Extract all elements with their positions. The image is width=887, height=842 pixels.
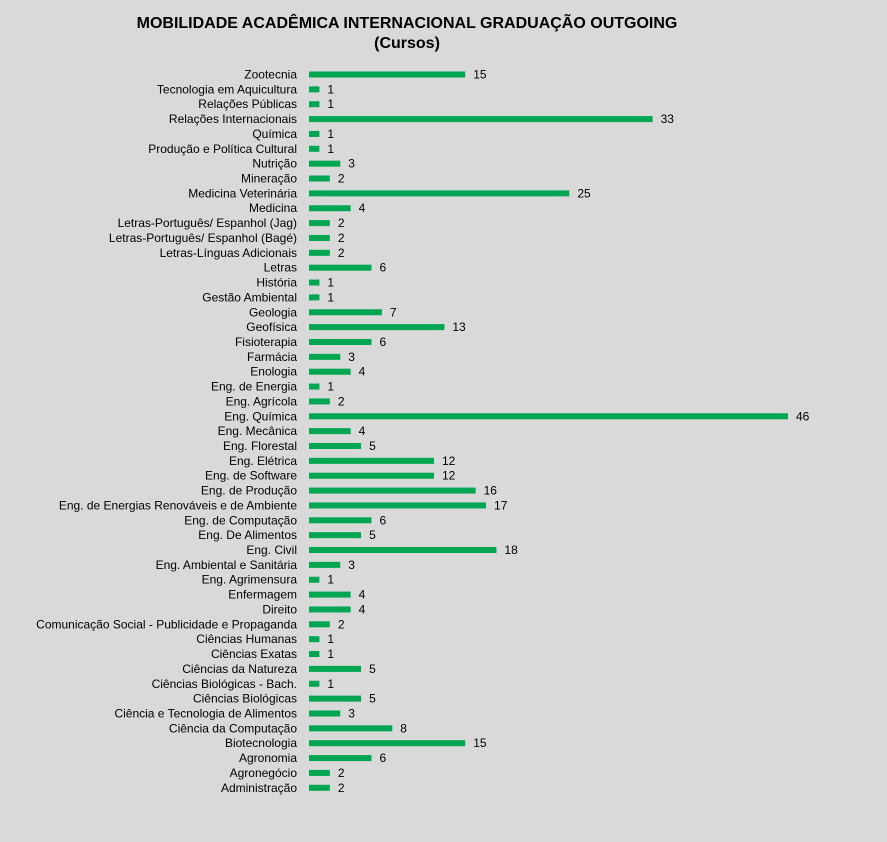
value-label: 2: [337, 230, 345, 245]
value-label: 7: [389, 305, 397, 320]
category-label: Eng. Civil: [246, 543, 297, 558]
value-label: 4: [358, 587, 366, 602]
category-label: Eng. Agrimensura: [201, 572, 297, 587]
category-label: Ciências Biológicas: [192, 691, 297, 706]
category-label: Letras-Línguas Adicionais: [159, 245, 297, 260]
bar: [309, 592, 351, 598]
bar: [309, 250, 330, 256]
bar: [309, 502, 486, 508]
category-label: Letras-Português/ Espanhol (Bagé): [108, 230, 297, 245]
bar: [309, 458, 434, 464]
category-label: Ciência e Tecnologia de Alimentos: [114, 706, 297, 721]
category-label: Eng. Mecânica: [217, 424, 297, 439]
value-label: 6: [379, 751, 387, 766]
value-label: 13: [452, 320, 466, 335]
category-label: Produção e Política Cultural: [148, 141, 297, 156]
value-label: 18: [504, 543, 518, 558]
bar: [309, 621, 330, 627]
category-label: Zootecnia: [244, 67, 297, 82]
bar: [309, 86, 319, 92]
bar: [309, 532, 361, 538]
bar: [309, 488, 476, 494]
value-label: 17: [494, 498, 508, 513]
bar: [309, 547, 496, 553]
bar: [309, 369, 351, 375]
category-label: Eng. Florestal: [222, 439, 297, 453]
value-label: 1: [327, 97, 335, 112]
bar: [309, 190, 569, 196]
bar: [309, 517, 371, 523]
category-label: Ciência da Computação: [168, 721, 297, 736]
category-label: Gestão Ambiental: [202, 290, 297, 305]
value-label: 3: [348, 706, 355, 721]
value-label: 16: [483, 483, 497, 498]
value-label: 2: [337, 245, 345, 260]
value-label: 3: [348, 349, 355, 364]
bar: [309, 398, 330, 404]
bar: [309, 770, 330, 776]
bar: [309, 473, 434, 479]
bar: [309, 294, 319, 300]
category-label: Biotecnologia: [224, 736, 297, 751]
bar: [309, 131, 319, 137]
value-label: 4: [358, 602, 366, 617]
value-label: 1: [327, 141, 335, 156]
value-label: 5: [369, 439, 376, 453]
value-label: 33: [660, 112, 674, 127]
value-label: 1: [327, 572, 335, 587]
category-label: Eng. de Computação: [184, 513, 297, 528]
value-label: 2: [337, 765, 345, 780]
value-label: 2: [337, 216, 345, 231]
value-label: 1: [327, 632, 335, 647]
value-label: 6: [379, 334, 387, 349]
category-label: Eng. Agrícola: [225, 394, 297, 409]
bar: [309, 443, 361, 449]
bar: [309, 220, 330, 226]
bar: [309, 681, 319, 687]
value-label: 12: [441, 453, 456, 468]
bar: [309, 384, 319, 390]
value-label: 6: [379, 513, 387, 528]
bar: [309, 710, 340, 716]
value-label: 15: [473, 736, 487, 751]
bar: [309, 116, 653, 122]
value-label: 15: [473, 67, 487, 82]
category-label: Ciências Humanas: [196, 632, 297, 647]
category-label: Eng. de Energia: [210, 379, 297, 394]
value-label: 8: [400, 721, 407, 736]
bar: [309, 606, 351, 612]
bar: [309, 205, 351, 211]
category-label: Comunicação Social - Publicidade e Propaganda: [36, 617, 297, 632]
value-label: 1: [327, 379, 335, 394]
value-label: 2: [337, 394, 345, 409]
value-label: 5: [369, 661, 376, 676]
bar: [309, 354, 340, 360]
bars-group: [36, 68, 810, 795]
bar: [309, 280, 319, 286]
category-label: Enfermagem: [228, 587, 297, 602]
value-label: 4: [358, 424, 366, 439]
category-label: Eng. Química: [224, 409, 297, 424]
bar: [309, 636, 319, 642]
value-label: 1: [327, 126, 335, 141]
bar: [309, 651, 319, 657]
category-label: Administração: [220, 780, 297, 795]
category-label: Ciências Exatas: [210, 647, 297, 662]
bar: [309, 755, 371, 761]
category-label: Fisioterapia: [234, 334, 297, 349]
bar: [309, 235, 330, 241]
category-label: Ciências da Natureza: [182, 661, 297, 676]
category-label: Mineração: [240, 171, 297, 186]
category-label: Eng. de Produção: [200, 483, 297, 498]
bar: [309, 101, 319, 107]
value-label: 25: [577, 186, 591, 201]
bar: [309, 562, 340, 568]
bar: [309, 309, 382, 315]
category-label: Relações Internacionais: [168, 112, 297, 127]
bar: [309, 725, 392, 731]
bar: [309, 176, 330, 182]
bar: [309, 577, 319, 583]
value-label: 1: [327, 275, 335, 290]
bar: [309, 696, 361, 702]
value-label: 1: [327, 647, 335, 662]
bar: [309, 785, 330, 791]
bar: [309, 666, 361, 672]
category-label: Geologia: [248, 305, 297, 320]
category-label: Eng. de Energias Renováveis e de Ambiente: [58, 498, 297, 513]
bar: [309, 72, 465, 78]
value-label: 2: [337, 171, 345, 186]
bar: [309, 265, 371, 271]
value-label: 4: [358, 364, 366, 379]
value-label: 2: [337, 617, 345, 632]
category-label: Medicina: [248, 201, 297, 216]
value-label: 12: [441, 468, 456, 483]
category-label: Ciências Biológicas - Bach.: [151, 676, 297, 691]
bar: [309, 146, 319, 152]
value-label: 4: [358, 201, 366, 216]
value-label: 46: [796, 409, 810, 424]
bar: [309, 339, 371, 345]
bar: [309, 324, 444, 330]
value-label: 1: [327, 82, 335, 97]
category-label: Medicina Veterinária: [188, 186, 297, 201]
category-label: Eng. de Software: [204, 468, 297, 483]
category-label: Agronomia: [238, 751, 297, 766]
category-label: Eng. Elétrica: [228, 453, 297, 468]
category-label: Agronegócio: [229, 765, 297, 780]
bar: [309, 428, 351, 434]
category-label: Geofísica: [246, 320, 297, 335]
category-label: Eng. Ambiental e Sanitária: [155, 557, 297, 572]
category-label: Letras: [263, 260, 297, 275]
category-label: Farmácia: [246, 349, 297, 364]
category-label: Relações Públicas: [198, 97, 297, 112]
chart-title: MOBILIDADE ACADÊMICA INTERNACIONAL GRADUAÇÃO OUTGOING: [136, 15, 678, 32]
value-label: 5: [369, 691, 376, 706]
category-label: Nutrição: [252, 156, 297, 171]
value-label: 3: [348, 156, 355, 171]
value-label: 5: [369, 528, 376, 543]
value-label: 1: [327, 290, 335, 305]
bar: [309, 413, 788, 419]
bar: [309, 161, 340, 167]
value-label: 6: [379, 260, 387, 275]
category-label: Eng. De Alimentos: [198, 528, 297, 543]
category-label: Letras-Português/ Espanhol (Jag): [117, 216, 297, 231]
category-label: Direito: [262, 602, 297, 617]
category-label: Química: [252, 126, 297, 141]
bar: [309, 740, 465, 746]
chart-subtitle: (Cursos): [374, 35, 440, 52]
category-label: Tecnologia em Aquicultura: [156, 82, 297, 97]
value-label: 1: [327, 676, 335, 691]
category-label: História: [256, 275, 297, 290]
value-label: 2: [337, 780, 345, 795]
category-label: Enologia: [250, 364, 297, 379]
value-label: 3: [348, 557, 355, 572]
